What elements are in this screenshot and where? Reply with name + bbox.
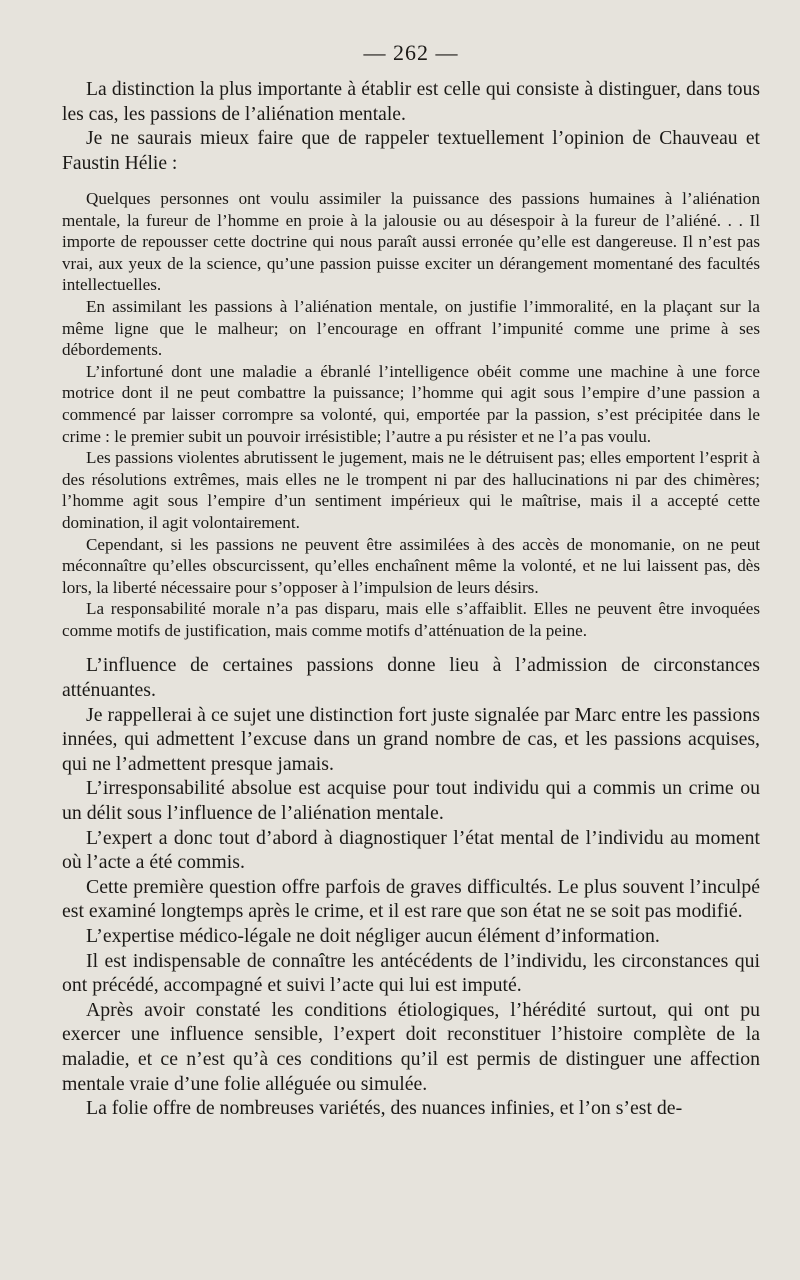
paragraph: L’expert a donc tout d’abord à diagnostiquer l’état mental de l’individu au moment où l’acte a été commis. <box>62 826 760 874</box>
paragraph: Après avoir constaté les conditions étiologiques, l’hérédité surtout, qui ont pu exercer une influence sensible, l’expert doit reconstituer l’histoire complète de la maladie, et ce n’est qu’à ces conditions qu’il est permis de distinguer une affection mentale vraie d’une folie alléguée ou simulée. <box>62 998 760 1095</box>
paragraph: Je rappellerai à ce sujet une distinction fort juste signalée par Marc entre les passions innées, qui admettent l’excuse dans un grand nombre de cas, et les passions acquises, qui ne l’admettent presque jamais. <box>62 703 760 775</box>
paragraph: L’irresponsabilité absolue est acquise pour tout individu qui a commis un crime ou un délit sous l’influence de l’aliénation mentale. <box>62 777 760 825</box>
quote-paragraph: L’infortuné dont une maladie a ébranlé l’intelligence obéit comme une machine à une force motrice dont il ne peut combattre la puissance; l’homme qui agit sous l’empire d’une passion a commencé par laisser corrompre sa volonté, qui, emportée par la passion, s’est précipitée dans le crime : le premier subit un pouvoir irrésistible; l’autre a pu résister et ne l’a pas voulu. <box>62 361 760 446</box>
paragraph: Il est indispensable de connaître les antécédents de l’individu, les circonstances qui ont précédé, accompagné et suivi l’acte qui lui est imputé. <box>62 949 760 997</box>
quote-paragraph: La responsabilité morale n’a pas disparu, mais elle s’affaiblit. Elles ne peuvent être invoquées comme motifs de justification, mais comme motifs d’atténuation de la peine. <box>62 599 760 640</box>
paragraph: La folie offre de nombreuses variétés, des nuances infinies, et l’on s’est de- <box>86 1097 683 1120</box>
paragraph: L’expertise médico-légale ne doit négliger aucun élément d’information. <box>86 925 660 947</box>
intro-text <box>62 78 760 176</box>
paragraph: La distinction la plus importante à établir est celle qui consiste à distinguer, dans tous les cas, les passions de l’aliénation mentale. <box>62 79 760 125</box>
paragraph: L’influence de certaines passions donne lieu à l’admission de circonstances atténuantes. <box>62 654 760 702</box>
main-text <box>62 653 760 1120</box>
paragraph: Je ne saurais mieux faire que de rappeler textuellement l’opinion de Chauveau et Faustin Hélie : <box>62 128 760 174</box>
quote-paragraph: En assimilant les passions à l’aliénation mentale, on justifie l’immoralité, en la plaçant sur la même ligne que le malheur; on l’encourage en offrant l’impunité comme une prime à ses débordements. <box>62 296 760 360</box>
page-number: — 262 — <box>363 40 459 65</box>
quote-paragraph: Les passions violentes abrutissent le jugement, mais ne le détruisent pas; elles emportent l’esprit à des résolutions extrêmes, mais elles ne le trompent ni par des hallucinations ni par des chimères; l’homme agit sous l’empire d’un sentiment impérieux qui le maîtrise, mais il a accepté cette domination, il agit volontairement. <box>62 448 760 532</box>
paragraph: Cette première question offre parfois de graves difficultés. Le plus souvent l’inculpé est examiné longtemps après le crime, et il est rare que son état ne se soit pas modifié. <box>62 875 760 923</box>
quote-paragraph: Quelques personnes ont voulu assimiler la puissance des passions humaines à l’aliénation mentale, la fureur de l’homme en proie à la jalousie ou au désespoir à la fureur de l’aliéné. . . Il importe de repousser cette doctrine qui nous paraît aussi erronée qu’elle est dangereuse. Il n’est pas vrai, aux yeux de la science, qu’une passion puisse exciter un dérangement momentané des facultés intellectuelles. <box>62 189 760 295</box>
quote-paragraph: Cependant, si les passions ne peuvent être assimilées à des accès de monomanie, on ne peut méconnaître qu’elles obscurcissent, qu’elles enchaînent même la volonté, et ne lui laissent pas, dès lors, la liberté nécessaire pour s’opposer à l’impulsion de leurs désirs. <box>62 534 760 597</box>
block-quote <box>62 188 760 641</box>
